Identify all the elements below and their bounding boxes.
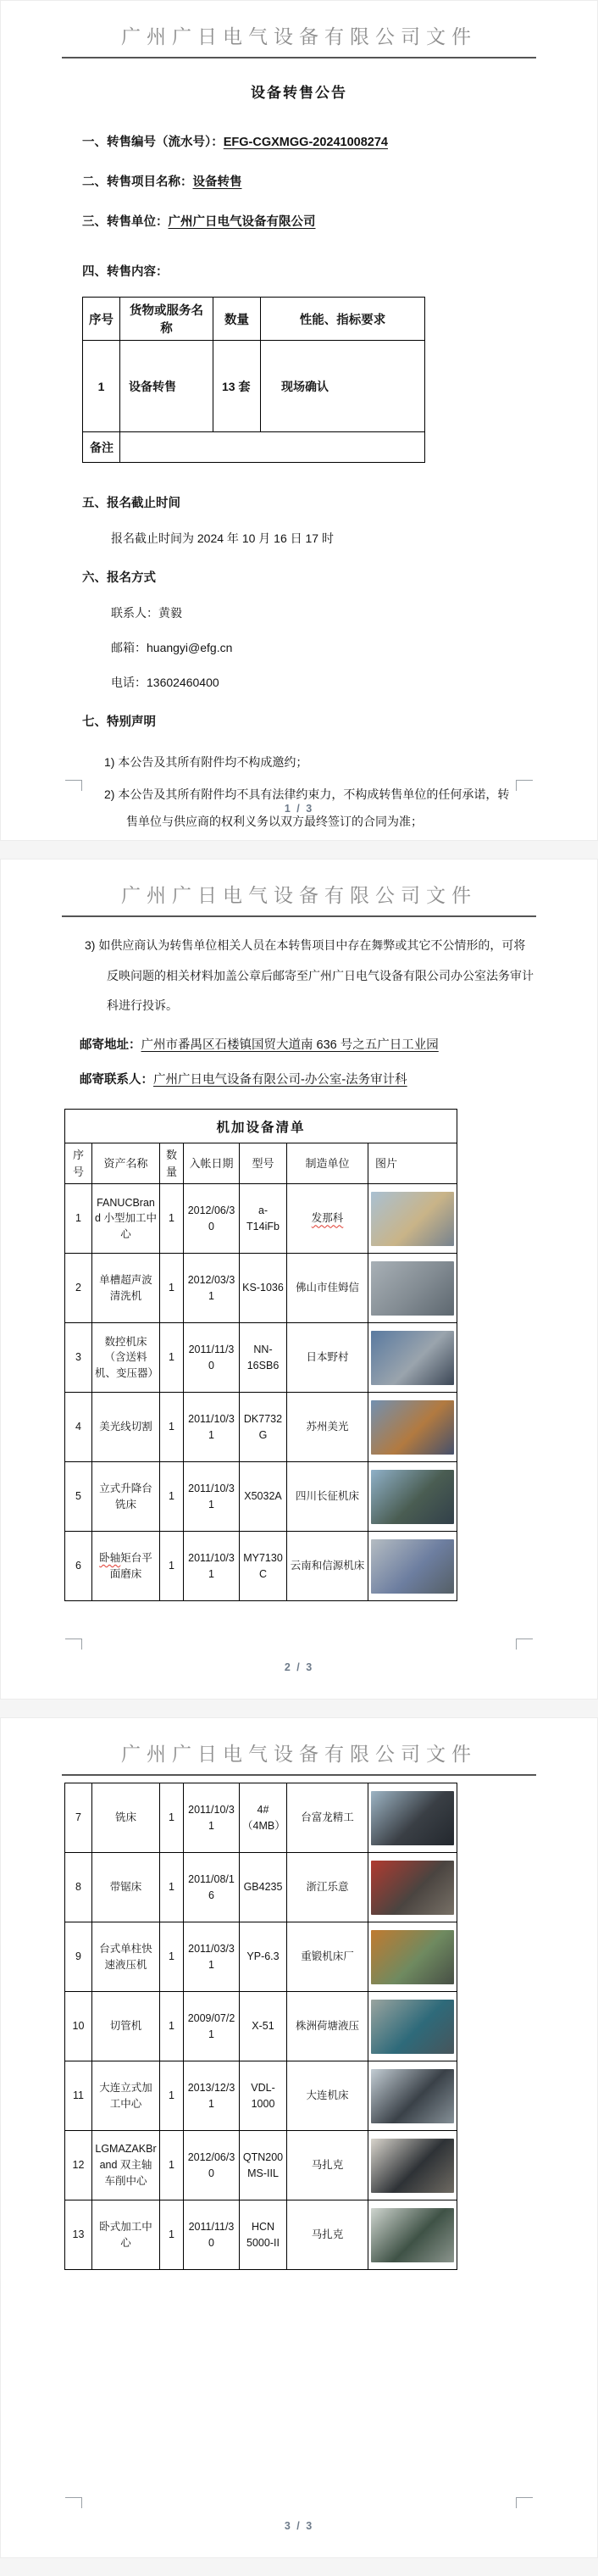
col-header-qty: 数量	[213, 298, 261, 341]
equipment-table-title-row	[65, 1110, 457, 1143]
cell-no: 8	[65, 1853, 92, 1922]
equipment-row	[65, 1853, 457, 1922]
equipment-photo	[371, 1861, 454, 1915]
table-header-row	[83, 298, 425, 341]
declaration-item-2: 2) 本公告及其所有附件均不具有法律约束力，不构成转售单位的任何承诺，转售单位与供应商的权利义务以双方最终签订的合同为准；	[104, 787, 510, 829]
company-header-title: 广州广日电气设备有限公司文件	[121, 884, 477, 906]
cell-asset-name: LGMAZAKBrand 双主轴车削中心	[92, 2131, 160, 2200]
cell-asset-name: FANUCBrand 小型加工中心	[92, 1184, 160, 1254]
crop-mark-left	[65, 780, 82, 791]
document-page-1	[0, 0, 598, 841]
equipment-row	[65, 1783, 457, 1853]
misspell-underline: 发那科	[311, 1212, 344, 1225]
cell-entry-date: 2013/12/31	[184, 2061, 240, 2131]
cell-manufacturer: 云南和信源机床	[287, 1532, 368, 1601]
cell-photo	[368, 1184, 457, 1254]
cell-asset-name: 大连立式加工中心	[92, 2061, 160, 2131]
cell-no: 12	[65, 2131, 92, 2200]
cell-qty: 1	[160, 1532, 184, 1601]
cell-no: 9	[65, 1922, 92, 1992]
cell-manufacturer	[287, 1184, 368, 1254]
equipment-row	[65, 1323, 457, 1393]
equipment-photo	[371, 1791, 454, 1845]
cell-entry-date: 2012/06/30	[184, 2131, 240, 2200]
cell-entry-date: 2011/08/16	[184, 1853, 240, 1922]
cell-model: X5032A	[240, 1462, 287, 1532]
cell-photo	[368, 1323, 457, 1393]
cell-manufacturer: 台富龙精工	[287, 1783, 368, 1853]
table-row	[83, 341, 425, 432]
header-rule	[62, 1774, 536, 1776]
crop-mark-right	[516, 2497, 533, 2508]
resale-unit-label: 三、转售单位：	[82, 215, 169, 230]
crop-mark-right	[516, 780, 533, 791]
section-signup-heading: 六、报名方式	[82, 571, 156, 586]
mail-contact-line	[80, 1070, 534, 1091]
resale-number-label: 一、转售编号（流水号）：	[82, 136, 224, 149]
cell-asset-name: 单槽超声波清洗机	[92, 1254, 160, 1323]
cell-model: HCN 5000-II	[240, 2200, 287, 2270]
equipment-photo	[371, 2139, 454, 2193]
equipment-row	[65, 1992, 457, 2061]
col-header-no: 序号	[65, 1143, 92, 1184]
cell-manufacturer: 马扎克	[287, 2131, 368, 2200]
equipment-photo	[371, 1539, 454, 1594]
cell-photo	[368, 1254, 457, 1323]
cell-no: 11	[65, 2061, 92, 2131]
cell-qty: 1	[160, 1783, 184, 1853]
cell-qty: 1	[160, 1254, 184, 1323]
cell-qty: 1	[160, 1393, 184, 1462]
project-name-label: 二、转售项目名称：	[82, 175, 193, 190]
cell-manufacturer: 重锻机床厂	[287, 1922, 368, 1992]
cell-manufacturer: 四川长征机床	[287, 1462, 368, 1532]
cell-entry-date: 2012/03/31	[184, 1254, 240, 1323]
cell-manufacturer: 株洲荷塘液压	[287, 1992, 368, 2061]
cell-photo	[368, 1532, 457, 1601]
page-number: 2 / 3	[284, 1661, 314, 1673]
equipment-table-header-row	[65, 1143, 457, 1184]
cell-no: 4	[65, 1393, 92, 1462]
mail-address-value: 广州市番禺区石楼镇国贸大道南 636 号之五广日工业园	[141, 1038, 439, 1053]
crop-mark-left	[65, 1639, 82, 1650]
cell-qty: 1	[160, 2131, 184, 2200]
cell-qty: 1	[160, 1184, 184, 1254]
cell-entry-date: 2011/10/31	[184, 1393, 240, 1462]
page3-header	[1, 1718, 597, 1776]
section-resale-unit	[82, 214, 516, 231]
cell-photo	[368, 1853, 457, 1922]
equipment-row	[65, 1462, 457, 1532]
cell-photo	[368, 2061, 457, 2131]
col-header-name: 货物或服务名称	[120, 298, 213, 341]
cell-entry-date: 2011/11/30	[184, 1323, 240, 1393]
cell-entry-date: 2011/11/30	[184, 2200, 240, 2270]
mail-address-label: 邮寄地址：	[80, 1038, 141, 1053]
crop-mark-left	[65, 2497, 82, 2508]
contact-email: 邮箱：huangyi@efg.cn	[111, 641, 233, 655]
cell-no: 3	[65, 1323, 92, 1393]
cell-manufacturer: 日本野村	[287, 1323, 368, 1393]
declaration-item-3: 3) 如供应商认为转售单位相关人员在本转售项目中存在舞弊或其它不公情形的，可将反映问题的相关材料加盖公章后邮寄至广州广日电气设备有限公司办公室法务审计科进行投诉。	[85, 938, 534, 1013]
equipment-photo	[371, 2000, 454, 2054]
cell-asset-name: 台式单柱快速液压机	[92, 1922, 160, 1992]
col-header-date: 入帐日期	[184, 1143, 240, 1184]
contact-person: 联系人：黄毅	[111, 606, 182, 620]
cell-entry-date: 2011/03/31	[184, 1922, 240, 1992]
cell-qty: 1	[160, 2200, 184, 2270]
mail-contact-label: 邮寄联系人：	[80, 1072, 153, 1087]
cell-photo	[368, 1783, 457, 1853]
cell-no: 13	[65, 2200, 92, 2270]
cell-manufacturer: 浙江乐意	[287, 1853, 368, 1922]
equipment-photo	[371, 2208, 454, 2262]
cell-model: GB4235	[240, 1853, 287, 1922]
cell-entry-date: 2011/10/31	[184, 1532, 240, 1601]
cell-asset-name: 立式升降台铣床	[92, 1462, 160, 1532]
equipment-photo	[371, 1400, 454, 1455]
col-header-model: 型号	[240, 1143, 287, 1184]
section-resale-content: 四、转售内容：	[82, 265, 169, 280]
cell-no: 7	[65, 1783, 92, 1853]
cell-model: a-T14iFb	[240, 1184, 287, 1254]
mail-contact-value: 广州广日电气设备有限公司-办公室-法务审计科	[153, 1072, 407, 1087]
cell-no: 6	[65, 1532, 92, 1601]
crop-mark-right	[516, 1639, 533, 1650]
deadline-text: 报名截止时间为 2024 年 10 月 16 日 17 时	[111, 531, 334, 546]
equipment-row	[65, 1922, 457, 1992]
cell-entry-date: 2012/06/30	[184, 1184, 240, 1254]
cell-entry-date: 2011/10/31	[184, 1783, 240, 1853]
cell-manufacturer: 马扎克	[287, 2200, 368, 2270]
cell-asset-name: 铣床	[92, 1783, 160, 1853]
cell-asset-name: 切管机	[92, 1992, 160, 2061]
equipment-row	[65, 1184, 457, 1254]
cell-qty: 1	[160, 1462, 184, 1532]
page2-header	[1, 860, 597, 917]
cell-entry-date: 2009/07/21	[184, 1992, 240, 2061]
cell-photo	[368, 2131, 457, 2200]
equipment-photo	[371, 1930, 454, 1984]
cell-photo	[368, 2200, 457, 2270]
cell-photo	[368, 1992, 457, 2061]
cell-asset-name: 卧式加工中心	[92, 2200, 160, 2270]
header-rule	[62, 915, 536, 917]
cell-qty: 1	[160, 1853, 184, 1922]
col-header-no: 序号	[83, 298, 120, 341]
cell-model: YP-6.3	[240, 1922, 287, 1992]
page-number: 1 / 3	[284, 803, 314, 815]
equipment-photo	[371, 1470, 454, 1524]
section-project-name	[82, 174, 516, 192]
cell-no: 2	[65, 1254, 92, 1323]
col-header-asset: 资产名称	[92, 1143, 160, 1184]
cell-model: QTN200MS-IIL	[240, 2131, 287, 2200]
equipment-table-title: 机加设备清单	[65, 1110, 457, 1143]
document-page-3	[0, 1717, 598, 2558]
cell-model: DK7732G	[240, 1393, 287, 1462]
cell-model: VDL-1000	[240, 2061, 287, 2131]
cell-qty: 1	[160, 2061, 184, 2131]
cell-model: KS-1036	[240, 1254, 287, 1323]
cell-name: 设备转售	[120, 341, 213, 432]
declaration-item-1: 1) 本公告及其所有附件均不构成邀约；	[104, 755, 308, 770]
cell-asset-name: 卧轴矩台平面磨床	[92, 1532, 160, 1601]
cell-req: 现场确认	[261, 341, 425, 432]
cell-model: MY7130C	[240, 1532, 287, 1601]
cell-manufacturer: 苏州美光	[287, 1393, 368, 1462]
table-note-row	[83, 432, 425, 463]
cell-qty: 13 套	[213, 341, 261, 432]
section-resale-number	[82, 134, 516, 152]
section-deadline-heading: 五、报名截止时间	[82, 497, 180, 511]
equipment-list-table-continued	[64, 1783, 457, 2270]
equipment-row	[65, 2061, 457, 2131]
cell-no: 5	[65, 1462, 92, 1532]
cell-no: 10	[65, 1992, 92, 2061]
section-declaration-heading: 七、特别声明	[82, 715, 156, 730]
equipment-row	[65, 1254, 457, 1323]
cell-asset-name: 美光线切割	[92, 1393, 160, 1462]
col-header-req: 性能、指标要求	[261, 298, 425, 341]
cell-asset-name: 带锯床	[92, 1853, 160, 1922]
equipment-row	[65, 2200, 457, 2270]
cell-model: X-51	[240, 1992, 287, 2061]
company-header-title: 广州广日电气设备有限公司文件	[121, 1743, 477, 1765]
note-label: 备注	[83, 432, 120, 463]
resale-number-value: EFG-CGXMGG-20241008274	[223, 136, 388, 149]
resale-unit-value: 广州广日电气设备有限公司	[168, 215, 316, 230]
misspell-underline: 卧轴	[99, 1552, 121, 1565]
cell-entry-date: 2011/10/31	[184, 1462, 240, 1532]
document-page-2	[0, 859, 598, 1700]
page1-header	[1, 1, 597, 58]
equipment-row	[65, 1393, 457, 1462]
resale-content-table	[82, 297, 425, 463]
cell-photo	[368, 1922, 457, 1992]
equipment-photo	[371, 1331, 454, 1385]
project-name-value: 设备转售	[192, 175, 242, 190]
col-header-photo: 图片	[368, 1143, 457, 1184]
cell-manufacturer: 佛山市佳姆信	[287, 1254, 368, 1323]
cell-photo	[368, 1462, 457, 1532]
col-header-qty: 数量	[160, 1143, 184, 1184]
header-rule	[62, 57, 536, 58]
company-header-title: 广州广日电气设备有限公司文件	[121, 25, 477, 47]
col-header-maker: 制造单位	[287, 1143, 368, 1184]
cell-no: 1	[83, 341, 120, 432]
equipment-list-table	[64, 1109, 457, 1601]
cell-manufacturer: 大连机床	[287, 2061, 368, 2131]
equipment-photo	[371, 1261, 454, 1316]
equipment-photo	[371, 1192, 454, 1246]
page-number: 3 / 3	[284, 2520, 314, 2532]
cell-qty: 1	[160, 1922, 184, 1992]
equipment-row	[65, 2131, 457, 2200]
equipment-photo	[371, 2069, 454, 2123]
cell-model: 4#（4MB）	[240, 1783, 287, 1853]
equipment-row	[65, 1532, 457, 1601]
document-title: 设备转售公告	[251, 85, 347, 101]
cell-asset-name: 数控机床（含送料机、变压器）	[92, 1323, 160, 1393]
cell-qty: 1	[160, 1992, 184, 2061]
cell-model: NN-16SB6	[240, 1323, 287, 1393]
contact-phone: 电话：13602460400	[111, 676, 219, 690]
mail-address-line	[80, 1035, 534, 1056]
cell-no: 1	[65, 1184, 92, 1254]
note-value	[120, 432, 425, 463]
cell-photo	[368, 1393, 457, 1462]
cell-qty: 1	[160, 1323, 184, 1393]
